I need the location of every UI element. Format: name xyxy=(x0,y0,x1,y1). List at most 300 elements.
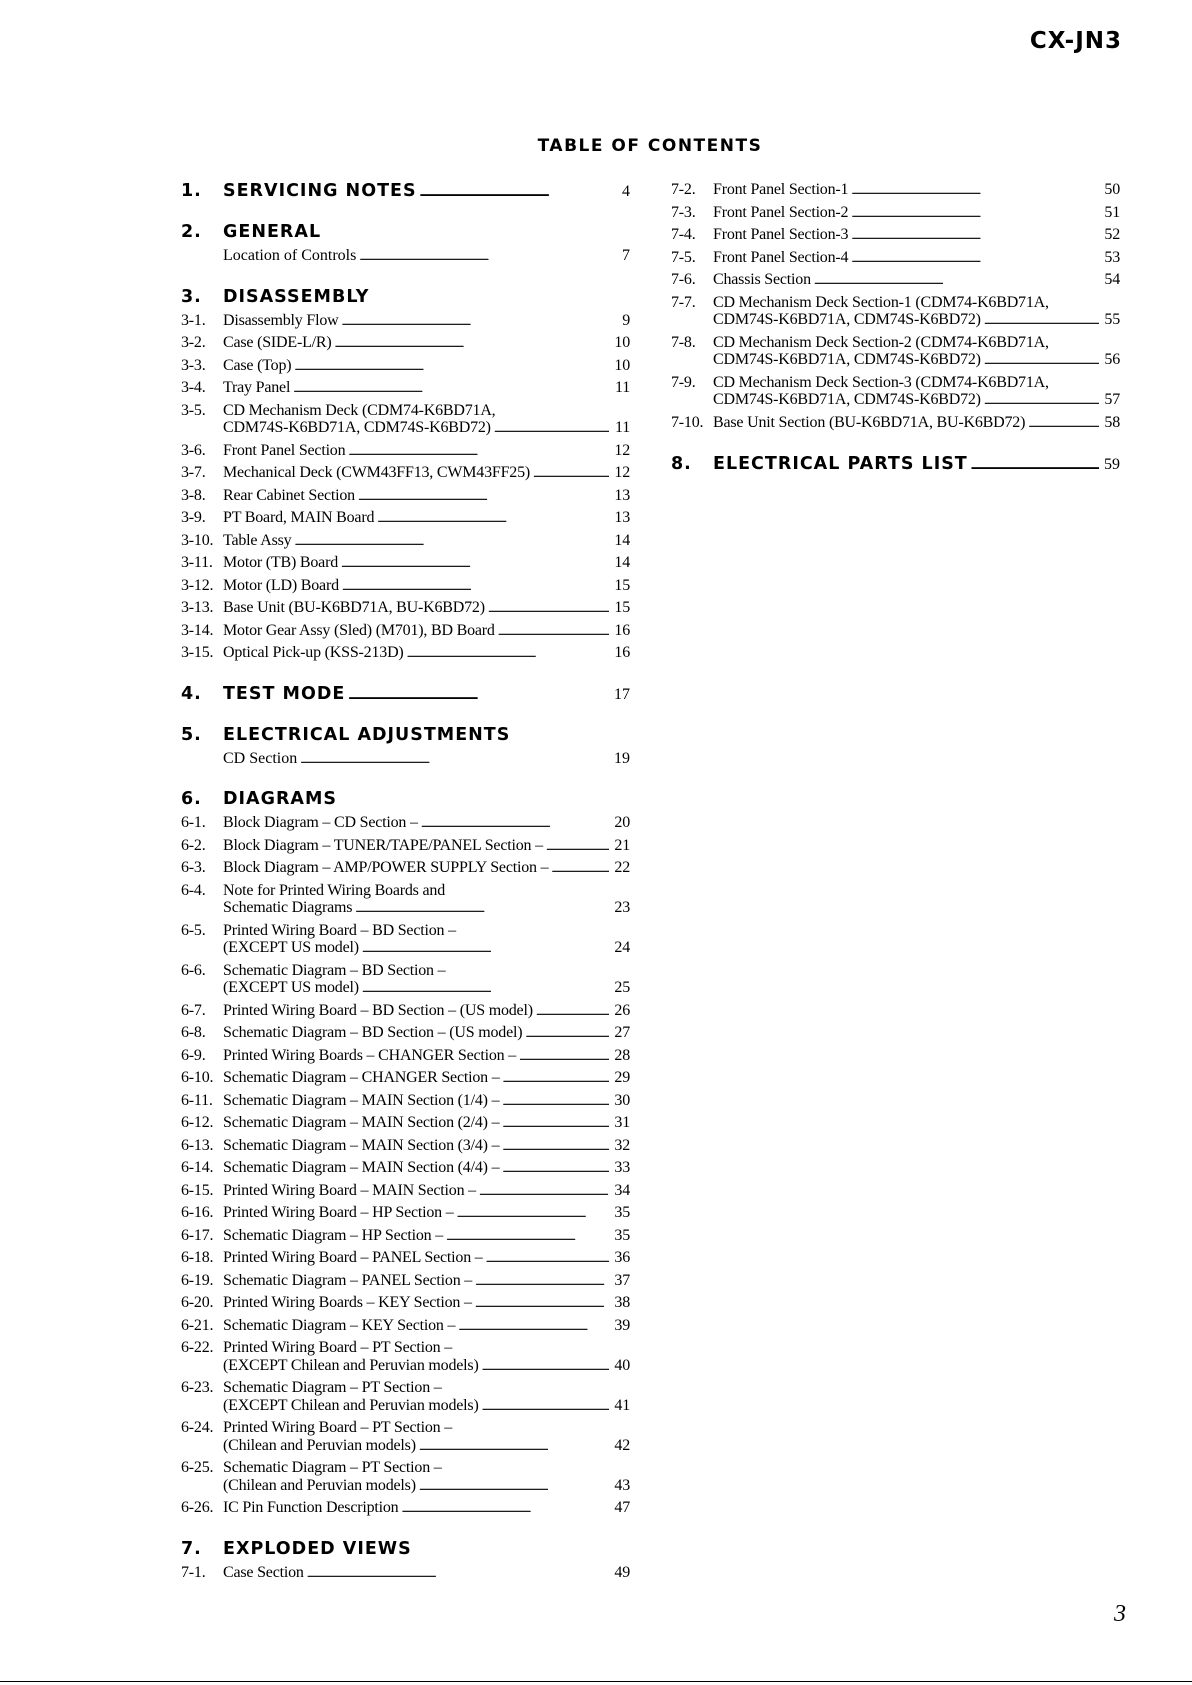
entry-body xyxy=(223,1499,630,1518)
entry-line xyxy=(223,1272,630,1291)
page-ref: 58 xyxy=(1104,413,1120,431)
dot-leader xyxy=(551,859,609,878)
section-title: DISASSEMBLY xyxy=(223,286,370,307)
dot-leader xyxy=(482,1397,609,1416)
entry-body xyxy=(223,1092,630,1111)
page-ref: 11 xyxy=(614,379,630,396)
entry-line xyxy=(223,979,630,998)
page-ref: 17 xyxy=(614,685,630,703)
toc-entry xyxy=(181,1499,630,1518)
entry-number: 6-13. xyxy=(181,1136,214,1154)
page-ref: 59 xyxy=(1104,456,1120,473)
entry-line xyxy=(713,204,1120,223)
dot-leader xyxy=(355,899,609,918)
entry-number: 6-15. xyxy=(181,1181,214,1199)
dot-leader xyxy=(307,1564,609,1583)
entry-line xyxy=(223,1477,630,1496)
entry-line xyxy=(223,1564,630,1583)
entry-text: Schematic Diagram – PANEL Section – xyxy=(223,1271,473,1289)
entry-line xyxy=(223,419,630,438)
page-ref: 38 xyxy=(614,1294,630,1311)
entry-line xyxy=(223,622,630,641)
entry-line xyxy=(713,391,1120,410)
entry-number: 3-12. xyxy=(181,576,214,594)
dot-leader xyxy=(502,1137,609,1156)
entry-number: 3-7. xyxy=(181,464,206,481)
entry-text-line1: CD Mechanism Deck Section-3 (CDM74-K6BD71A, xyxy=(713,373,1049,391)
entry-text: (EXCEPT US model) xyxy=(223,979,359,996)
page-ref: 36 xyxy=(614,1249,630,1266)
entry-line xyxy=(223,1294,630,1313)
toc-entry xyxy=(181,922,630,958)
page-ref: 27 xyxy=(614,1024,630,1041)
entry-number: 6-16. xyxy=(181,1204,214,1221)
dot-leader xyxy=(498,622,609,641)
entry-body xyxy=(223,1024,630,1043)
dot-leader xyxy=(519,1047,609,1066)
entry-body xyxy=(223,532,630,551)
toc-entry xyxy=(671,294,1120,330)
entry-number: 6-5. xyxy=(181,921,206,939)
dot-leader xyxy=(458,1317,609,1336)
page-ref: 19 xyxy=(614,749,630,767)
entry-line xyxy=(223,487,630,506)
dot-leader xyxy=(1028,414,1099,433)
entry-number: 3-10. xyxy=(181,531,214,549)
entry-line xyxy=(223,644,630,663)
dot-leader xyxy=(446,1227,609,1246)
page-ref: 20 xyxy=(614,814,630,831)
entry-text: Tray Panel xyxy=(223,379,291,396)
entry-text: Printed Wiring Boards – CHANGER Section – xyxy=(223,1046,517,1064)
page-ref: 53 xyxy=(1104,248,1120,266)
entry-body xyxy=(223,859,630,878)
dot-leader xyxy=(342,577,609,596)
dot-leader xyxy=(546,837,609,856)
entry-text: Block Diagram – AMP/POWER SUPPLY Section – xyxy=(223,859,549,876)
section-number: 3. xyxy=(181,286,202,307)
entry-text-line1: Printed Wiring Board – PT Section – xyxy=(223,1419,453,1436)
entry-line xyxy=(713,414,1120,433)
entry-line xyxy=(713,249,1120,268)
toc-entry xyxy=(181,1379,630,1415)
entry-body xyxy=(223,1137,630,1156)
section-number: 1. xyxy=(181,181,202,201)
entry-text: CDM74S-K6BD71A, CDM74S-K6BD72) xyxy=(713,391,981,408)
page-ref: 13 xyxy=(614,509,630,526)
entry-number: 7-8. xyxy=(671,333,696,351)
entry-body xyxy=(223,1459,630,1495)
entry-text: (Chilean and Peruvian models) xyxy=(223,1436,416,1454)
entry-line xyxy=(713,271,1120,290)
dot-leader xyxy=(341,554,609,573)
entry-body xyxy=(223,402,630,438)
page-ref: 32 xyxy=(614,1136,630,1154)
dot-leader xyxy=(814,271,1099,290)
page-ref: 23 xyxy=(614,899,630,916)
section-electrical-adjustments xyxy=(181,725,630,745)
entry-text-line1: CD Mechanism Deck Section-2 (CDM74-K6BD71A, xyxy=(713,333,1049,351)
toc-entry xyxy=(181,334,630,353)
entry-line xyxy=(223,859,630,878)
entry-text: Motor (LD) Board xyxy=(223,576,339,594)
dot-leader xyxy=(503,1069,609,1088)
dot-leader xyxy=(359,247,609,266)
page-ref: 54 xyxy=(1104,271,1120,288)
entry-number: 6-6. xyxy=(181,961,206,979)
page-ref: 51 xyxy=(1104,203,1120,221)
entry-body xyxy=(223,599,630,618)
model-name: CX-JN3 xyxy=(1029,28,1122,54)
toc-entry xyxy=(223,750,630,769)
entry-body xyxy=(713,294,1120,330)
section-title: ELECTRICAL PARTS LIST xyxy=(713,454,968,474)
entry-line xyxy=(223,1159,630,1178)
page-ref: 49 xyxy=(614,1563,630,1581)
entry-body xyxy=(223,464,630,483)
page-ref: 12 xyxy=(614,441,630,459)
section-servicing-notes xyxy=(181,181,630,201)
dot-leader xyxy=(293,379,609,398)
entry-text-line1: Schematic Diagram – BD Section – xyxy=(223,961,446,979)
page-ref: 42 xyxy=(614,1436,630,1454)
section-title: TEST MODE xyxy=(223,683,346,704)
toc-entry xyxy=(671,249,1120,268)
toc-right-column xyxy=(671,181,1120,479)
dot-leader xyxy=(362,979,609,998)
entry-number: 6-8. xyxy=(181,1024,206,1041)
entry-text: (Chilean and Peruvian models) xyxy=(223,1476,416,1494)
page-ref: 9 xyxy=(622,311,630,329)
entry-body xyxy=(223,312,630,331)
toc-entry xyxy=(181,1227,630,1246)
entry-body xyxy=(223,334,630,353)
toc-entry xyxy=(181,1159,630,1178)
entry-number: 6-26. xyxy=(181,1499,214,1516)
dot-leader xyxy=(294,357,609,376)
page-ref: 43 xyxy=(614,1476,630,1494)
entry-text: CDM74S-K6BD71A, CDM74S-K6BD72) xyxy=(713,351,981,368)
entry-body xyxy=(223,922,630,958)
entry-text: Printed Wiring Board – HP Section – xyxy=(223,1204,454,1221)
page-ref: 41 xyxy=(614,1396,630,1414)
entry-text: Base Unit (BU-K6BD71A, BU-K6BD72) xyxy=(223,599,485,616)
entry-line xyxy=(713,351,1120,370)
page-ref: 33 xyxy=(614,1159,630,1176)
entry-line xyxy=(713,181,1120,200)
dot-leader xyxy=(502,1159,609,1178)
entry-text: Schematic Diagram – MAIN Section (3/4) – xyxy=(223,1136,500,1154)
dot-leader xyxy=(502,1092,609,1111)
page-ref: 52 xyxy=(1104,226,1120,243)
section-exploded-views xyxy=(181,1539,630,1559)
toc-entry xyxy=(671,374,1120,410)
entry-text: Schematic Diagram – CHANGER Section – xyxy=(223,1069,500,1086)
entry-number: 7-6. xyxy=(671,271,696,288)
entry-body xyxy=(223,442,630,461)
entry-number: 6-7. xyxy=(181,1001,206,1019)
page-ref: 47 xyxy=(614,1499,630,1516)
entry-body xyxy=(223,1294,630,1313)
toc-entry xyxy=(181,1317,630,1336)
page-ref: 30 xyxy=(614,1091,630,1109)
entry-line xyxy=(223,814,630,833)
page-ref: 55 xyxy=(1104,311,1120,328)
entry-number: 6-21. xyxy=(181,1316,214,1334)
entry-text: Table Assy xyxy=(223,531,292,549)
dot-leader xyxy=(407,644,609,663)
entry-body xyxy=(223,644,630,663)
dot-leader xyxy=(851,204,1099,223)
section-title: DIAGRAMS xyxy=(223,789,337,809)
dot-leader xyxy=(457,1204,609,1223)
dot-leader xyxy=(348,684,609,704)
section-number: 8. xyxy=(671,454,692,474)
entry-text: Case (SIDE-L/R) xyxy=(223,334,332,351)
entry-number: 6-18. xyxy=(181,1249,214,1266)
section-number: 5. xyxy=(181,724,202,745)
entry-body xyxy=(223,1419,630,1455)
section-number: 2. xyxy=(181,222,202,242)
entry-body xyxy=(223,1272,630,1291)
toc-entry xyxy=(181,599,630,618)
page-ref: 35 xyxy=(614,1226,630,1244)
disassembly-list xyxy=(181,312,630,663)
entry-text: Schematic Diagram – MAIN Section (2/4) – xyxy=(223,1114,500,1131)
entry-text: (EXCEPT Chilean and Peruvian models) xyxy=(223,1356,479,1374)
toc-entry xyxy=(223,247,630,266)
section-title: EXPLODED VIEWS xyxy=(223,1538,412,1559)
entry-text: CD Section xyxy=(223,749,298,767)
page-ref: 10 xyxy=(614,356,630,374)
entry-text: CDM74S-K6BD71A, CDM74S-K6BD72) xyxy=(713,311,981,328)
section-number: 6. xyxy=(181,789,202,809)
page-ref: 14 xyxy=(614,531,630,549)
dot-leader xyxy=(488,599,609,618)
entry-number: 7-9. xyxy=(671,373,696,391)
entry-body xyxy=(223,1249,630,1268)
page-ref: 16 xyxy=(614,644,630,661)
page-ref: 11 xyxy=(614,419,630,436)
dot-leader xyxy=(971,454,1099,474)
page-ref: 25 xyxy=(614,979,630,996)
page-ref: 13 xyxy=(614,486,630,504)
entry-body xyxy=(223,1002,630,1021)
entry-line xyxy=(223,509,630,528)
entry-text-line1: Printed Wiring Board – PT Section – xyxy=(223,1339,453,1356)
page-ref: 40 xyxy=(614,1356,630,1374)
entry-line xyxy=(223,532,630,551)
dot-leader xyxy=(984,351,1099,370)
exploded-views-list-cont xyxy=(671,181,1120,432)
entry-number: 6-9. xyxy=(181,1046,206,1064)
entry-number: 3-11. xyxy=(181,554,213,571)
section-electrical-parts-list xyxy=(671,454,1120,474)
page-ref: 37 xyxy=(614,1271,630,1289)
entry-number: 6-20. xyxy=(181,1294,214,1311)
page-ref: 24 xyxy=(614,939,630,956)
page-ref: 15 xyxy=(614,599,630,616)
entry-text: Location of Controls xyxy=(223,247,357,264)
entry-text: Printed Wiring Board – PANEL Section – xyxy=(223,1249,483,1266)
toc-entry xyxy=(181,1564,630,1583)
page-ref: 7 xyxy=(622,247,630,264)
entry-text: Block Diagram – TUNER/TAPE/PANEL Section – xyxy=(223,836,543,854)
entry-body xyxy=(713,374,1120,410)
entry-text: Block Diagram – CD Section – xyxy=(223,814,418,831)
entry-number: 6-12. xyxy=(181,1114,214,1131)
entry-number: 3-9. xyxy=(181,509,206,526)
entry-text: Disassembly Flow xyxy=(223,311,339,329)
entry-line xyxy=(223,1137,630,1156)
entry-text: Schematic Diagram – MAIN Section (1/4) – xyxy=(223,1091,500,1109)
entry-text-line1: Schematic Diagram – PT Section – xyxy=(223,1379,442,1396)
entry-line xyxy=(223,379,630,398)
entry-text: Rear Cabinet Section xyxy=(223,486,355,504)
section-title: ELECTRICAL ADJUSTMENTS xyxy=(223,724,511,745)
entry-body xyxy=(223,487,630,506)
entry-line xyxy=(223,1182,630,1201)
entry-line xyxy=(223,577,630,596)
page-ref: 57 xyxy=(1104,391,1120,408)
dot-leader xyxy=(420,181,609,201)
toc-entry xyxy=(181,402,630,438)
entry-number: 3-2. xyxy=(181,334,206,351)
dot-leader xyxy=(482,1357,609,1376)
toc-entry xyxy=(181,532,630,551)
entry-number: 7-7. xyxy=(671,293,696,311)
section-title: SERVICING NOTES xyxy=(223,181,417,201)
page-ref: 4 xyxy=(622,183,630,200)
entry-number: 7-1. xyxy=(181,1563,206,1581)
entry-body xyxy=(713,204,1120,223)
toc-entry xyxy=(181,622,630,641)
entry-body xyxy=(223,1069,630,1088)
page-ref: 12 xyxy=(614,464,630,481)
dot-leader xyxy=(419,1477,609,1496)
entry-text-line1: Printed Wiring Board – BD Section – xyxy=(223,921,456,939)
entry-number: 3-14. xyxy=(181,621,214,639)
entry-line xyxy=(223,837,630,856)
entry-text: Schematic Diagram – HP Section – xyxy=(223,1226,444,1244)
toc-entry xyxy=(181,1024,630,1043)
entry-text: Front Panel Section-4 xyxy=(713,248,849,266)
dot-leader xyxy=(502,1114,609,1133)
entry-body xyxy=(223,1317,630,1336)
page-ref: 26 xyxy=(614,1001,630,1019)
toc-entry xyxy=(671,334,1120,370)
entry-line xyxy=(713,311,1120,330)
entry-line xyxy=(223,1249,630,1268)
entry-text: IC Pin Function Description xyxy=(223,1499,399,1516)
entry-line xyxy=(223,464,630,483)
page-title: TABLE OF CONTENTS xyxy=(537,136,763,156)
entry-text: Schematic Diagrams xyxy=(223,899,353,916)
toc-entry xyxy=(181,577,630,596)
entry-text-line1: CD Mechanism Deck Section-1 (CDM74-K6BD71A, xyxy=(713,293,1049,311)
toc-entry xyxy=(181,1182,630,1201)
section-number: 7. xyxy=(181,1538,202,1559)
toc-entry xyxy=(181,1047,630,1066)
entry-body xyxy=(223,1114,630,1133)
page-ref: 34 xyxy=(614,1181,630,1199)
entry-line xyxy=(223,1002,630,1021)
dot-leader xyxy=(494,419,609,438)
page-number: 3 xyxy=(1114,1601,1126,1627)
toc-entry xyxy=(181,464,630,483)
toc-entry xyxy=(181,1249,630,1268)
toc-entry xyxy=(181,814,630,833)
entry-body xyxy=(223,357,630,376)
toc-entry xyxy=(181,962,630,998)
dot-leader xyxy=(377,509,609,528)
entry-body xyxy=(223,622,630,641)
entry-body xyxy=(223,577,630,596)
entry-text: Schematic Diagram – BD Section – (US model) xyxy=(223,1024,523,1041)
toc-entry xyxy=(181,644,630,663)
dot-leader xyxy=(401,1499,609,1518)
section-test-mode xyxy=(181,684,630,704)
entry-text-line1: Note for Printed Wiring Boards and xyxy=(223,881,445,899)
entry-line xyxy=(223,1069,630,1088)
toc-entry xyxy=(181,554,630,573)
entry-line xyxy=(223,1499,630,1518)
dot-leader xyxy=(486,1249,609,1268)
page-ref: 28 xyxy=(614,1046,630,1064)
dot-leader xyxy=(421,814,609,833)
entry-body xyxy=(223,1339,630,1375)
entry-line xyxy=(223,334,630,353)
entry-body xyxy=(713,226,1120,245)
page-ref: 29 xyxy=(614,1069,630,1086)
entry-body xyxy=(223,1564,630,1583)
toc-entry xyxy=(671,226,1120,245)
dot-leader xyxy=(419,1437,609,1456)
entry-body xyxy=(223,1379,630,1415)
section-title: GENERAL xyxy=(223,222,322,242)
dot-leader xyxy=(479,1182,609,1201)
page-ref: 50 xyxy=(1104,181,1120,198)
entry-line xyxy=(223,1092,630,1111)
entry-body xyxy=(223,554,630,573)
entry-text: Printed Wiring Board – BD Section – (US model) xyxy=(223,1001,533,1019)
toc-entry xyxy=(181,837,630,856)
entry-number: 6-19. xyxy=(181,1271,214,1289)
toc-entry xyxy=(181,1459,630,1495)
toc-entry xyxy=(181,379,630,398)
entry-number: 6-17. xyxy=(181,1226,214,1244)
entry-line xyxy=(223,1024,630,1043)
diagrams-list xyxy=(181,814,630,1518)
entry-line xyxy=(223,599,630,618)
entry-body xyxy=(223,1047,630,1066)
entry-text: Motor Gear Assy (Sled) (M701), BD Board xyxy=(223,621,495,639)
dot-leader xyxy=(533,464,609,483)
dot-leader xyxy=(348,442,609,461)
toc-entry xyxy=(181,1114,630,1133)
entry-number: 6-22. xyxy=(181,1339,214,1356)
entry-number: 6-14. xyxy=(181,1159,214,1176)
page-ref: 16 xyxy=(614,621,630,639)
toc-entry xyxy=(181,487,630,506)
entry-number: 7-4. xyxy=(671,226,696,243)
dot-leader xyxy=(525,1024,609,1043)
toc-entry xyxy=(181,1092,630,1111)
entry-number: 6-1. xyxy=(181,814,206,831)
entry-line xyxy=(223,1227,630,1246)
toc-entry xyxy=(181,357,630,376)
entry-body xyxy=(223,1227,630,1246)
